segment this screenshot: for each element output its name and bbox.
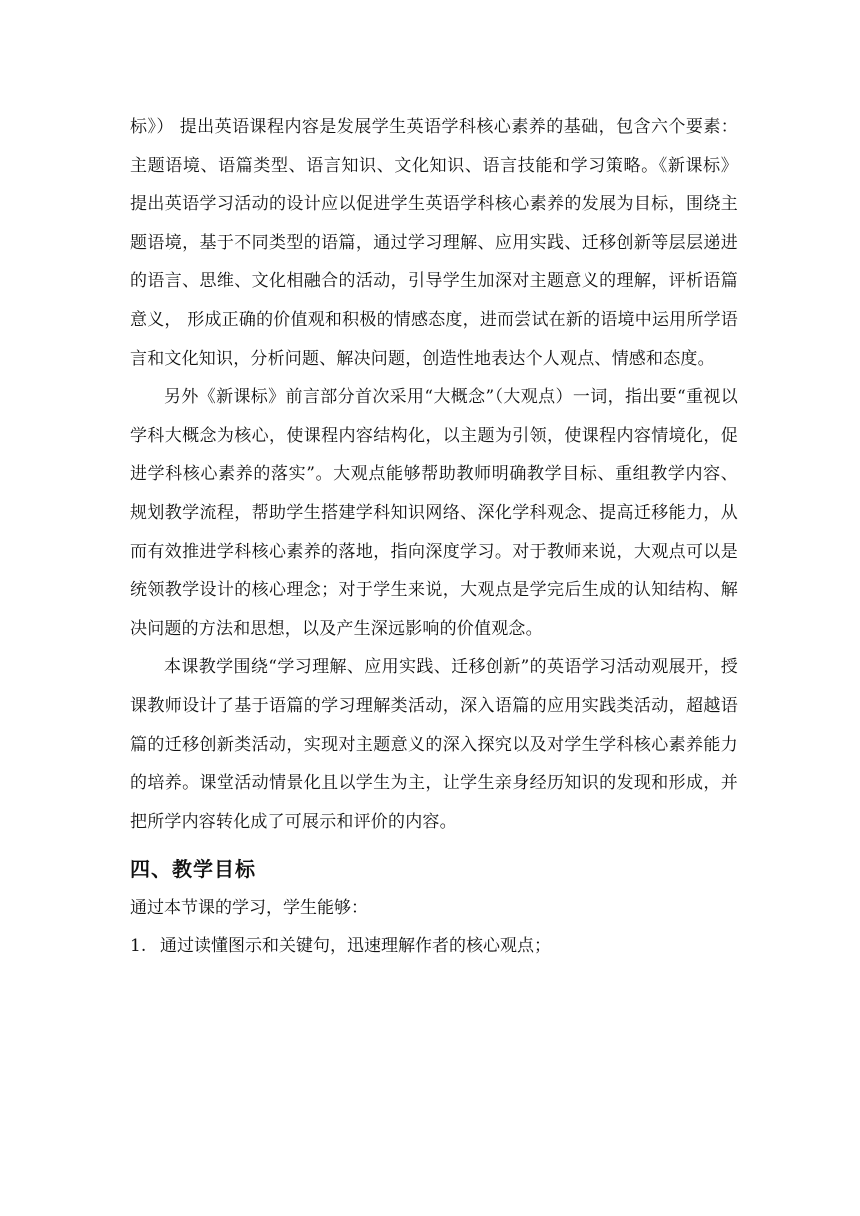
objectives-lead: 通过本节课的学习，学生能够： (130, 898, 368, 919)
objective-item-1 (130, 927, 738, 965)
objective-item-number: 1. (130, 936, 147, 957)
section-heading-teaching-objectives: 四、教学目标 (130, 857, 256, 882)
document-body (130, 108, 738, 965)
objective-item-text: 通过读懂图示和关键句，迅速理解作者的核心观点； (160, 936, 551, 957)
paragraph-curriculum-content: 标》） 提出英语课程内容是发展学生英语学科核心素养的基础，包含六个要素：主题语境、语篇类型、语言知识、文化知识、语言技能和学习策略。《新课标》提出英语学习活动的设计应以促进学生英语学科核心素养的发展为目标，围绕主题语境，基于不同类型的语篇，通过学习理解、应用实践、迁移创新等层层递进的语言、思维、文化相融合的活动，引导学生加深对主题意义的理解，评析语篇意义， 形成正确的价值观和积极的情感态度，进而尝试在新的语境中运用所学语言和文化知识，分析问题、解决问题，创造性地表达个人观点、情感和态度。 (130, 117, 738, 369)
paragraph-lesson-activities: 本课教学围绕“学习理解、应用实践、迁移创新”的英语学习活动观展开，授课教师设计了基于语篇的学习理解类活动，深入语篇的应用实践类活动，超越语篇的迁移创新类活动，实现对主题意义的深入探究以及对学生学科核心素养能力的培养。课堂活动情景化且以学生为主，让学生亲身经历知识的发现和形成，并把所学内容转化成了可展示和评价的内容。 (130, 657, 738, 832)
paragraph-big-concept: 另外《新课标》前言部分首次采用“大概念”（大观点）一词，指出要“重视以学科大概念为核心，使课程内容结构化，以主题为引领，使课程内容情境化，促进学科核心素养的落实”。大观点能够帮助教师明确教学目标、重组教学内容、规划教学流程，帮助学生搭建学科知识网络、深化学科观念、提高迁移能力，从而有效推进学科核心素养的落地，指向深度学习。对于教师来说，大观点可以是统领教学设计的核心理念；对于学生来说，大观点是学完后生成的认知结构、解决问题的方法和思想，以及产生深远影响的价值观念。 (130, 387, 738, 639)
